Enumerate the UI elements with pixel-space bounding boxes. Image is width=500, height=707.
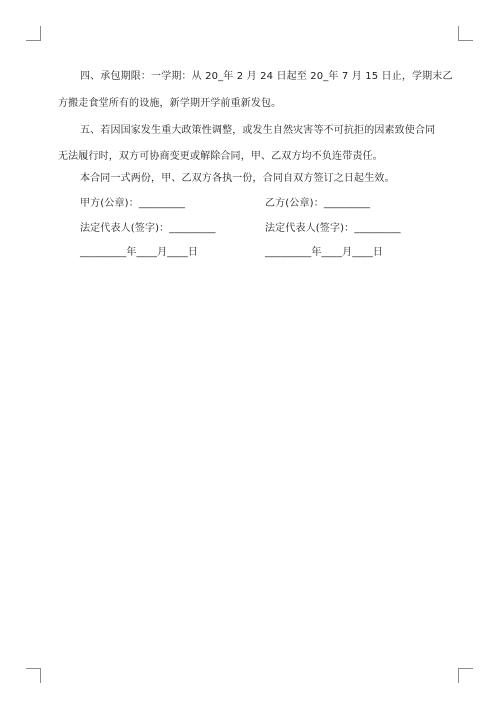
party-a-seal-field: 甲方(公章)：_________ <box>80 198 186 209</box>
validity-clause: 本合同一式两份，甲、乙双方各执一份，合同自双方签订之日起生效。 <box>80 173 395 184</box>
party-b-seal-field: 乙方(公章)：_________ <box>265 198 371 209</box>
party-a-representative-field: 法定代表人(签字)：_________ <box>80 223 216 234</box>
clause-4-line-1: 四、承包期限：一学期：从 20_年 2 月 24 日起至 20_年 7 月 15 日止，学期末乙 <box>80 71 453 82</box>
party-a-date-field: _________年____月____日 <box>80 247 198 258</box>
clause-5-line-1: 五、若因国家发生重大政策性调整，或发生自然灾害等不可抗拒的因素致使合同 <box>80 125 436 136</box>
party-b-date-field: _________年____月____日 <box>265 247 383 258</box>
crop-mark-top-left <box>26 26 41 41</box>
crop-mark-bottom-right <box>458 668 473 683</box>
crop-mark-top-right <box>458 26 473 41</box>
crop-mark-bottom-left <box>26 668 41 683</box>
clause-4-line-2: 方搬走食堂所有的设施，新学期开学前重新发包。 <box>58 98 282 109</box>
clause-5-line-2: 无法履行时，双方可协商变更或解除合同，甲、乙双方均不负连带责任。 <box>58 151 383 162</box>
party-b-representative-field: 法定代表人(签字)：_________ <box>265 223 401 234</box>
